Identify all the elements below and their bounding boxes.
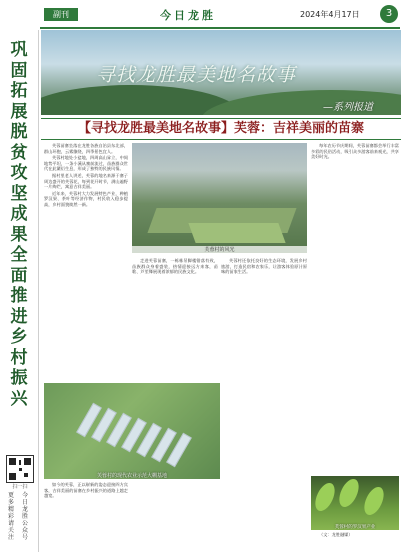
header-rule — [40, 27, 400, 29]
qr-code-icon[interactable] — [6, 455, 34, 483]
banner-image — [41, 30, 401, 115]
section-tag: 副刊 — [44, 8, 78, 21]
article-column-1: 芙蓉苗寨坐落在龙胜各族自治县东北部，群山环抱，云雾缭绕，四季景色宜人。 芙蓉村地处小盆地，四周高山耸立，中间地势平坦，一条小溪从寨前流过，苗族群众世代在此繁衍生息，形成了独特的民族风情。 据村里老人讲述，芙蓉的地名来源于寨子周边盛开的芙蓉花，每到花开时节，满山遍野一片绚烂，寓意吉祥美丽。 近年来，芙蓉村大力发展特色产业，种植罗汉果、茶叶等经济作物，村民收入稳步提高，乡村面貌焕然一新。 — [44, 143, 128, 207]
article-column-7 — [223, 392, 307, 548]
intro-paragraph: 芙蓉苗寨坐落在龙胜各族自治县东北部，群山环抱，云雾缭绕，四季景色宜人。 — [44, 143, 128, 154]
photo-luohanguo-industry — [311, 476, 399, 530]
issue-date: 2024年4月17日 — [300, 10, 360, 19]
slogan-top: 巩固拓展脱贫攻坚成果 — [10, 40, 28, 245]
qr-caption: 扫一扫 — [12, 484, 28, 490]
vertical-caption-2: 今日龙胜公众号 — [22, 492, 29, 541]
vertical-caption-1: 更多精彩请关注 — [8, 492, 15, 541]
masthead: 今日龙胜 — [160, 9, 216, 22]
photo-village-scenery — [132, 143, 307, 253]
article-column-2: 走进芙蓉苗寨，一栋栋吊脚楼错落有致，苗族群众身着盛装，热情迎接远方来客，苗歌、芦笙舞展现着浓郁的民族文化。 — [132, 258, 218, 275]
page-number: 3 — [380, 5, 398, 23]
photo3-caption: 芙蓉村的罗汉果产业 — [334, 525, 376, 530]
left-slogan-column — [0, 30, 39, 552]
page-header — [0, 0, 410, 28]
banner-title: 寻找龙胜最美地名故事 — [96, 64, 297, 86]
article-column-6 — [132, 392, 220, 548]
article-column-5: 如今的芙蓉，正以崭新的姿态迎接四方宾客，吉祥美丽的苗寨在乡村振兴的道路上越走越宽。 — [44, 482, 128, 499]
article-column-4: 每年农历节庆期间，芙蓉苗寨都会举行丰富多彩的民俗活动，吸引众多游客前来观光，共享美好时光。 — [311, 143, 399, 160]
photo1-caption: 芙蓉村的风光 — [132, 246, 307, 253]
article-headline: 【寻找龙胜最美地名故事】芙蓉：吉祥美丽的苗寨 — [41, 118, 401, 140]
article-byline: （文：龙胜融媒） — [319, 532, 353, 537]
photo2-caption: 芙蓉村的现代农业示范大棚基地 — [96, 473, 167, 479]
slogan-bottom: 全面推进乡村振兴 — [10, 245, 28, 409]
banner-subtitle: —系列报道 — [323, 102, 373, 113]
article-column-3: 芙蓉村还依托良好的生态环境，发展乡村旅游，打造民宿和农家乐，让游客体验原汁原味的苗家生活。 — [221, 258, 307, 275]
